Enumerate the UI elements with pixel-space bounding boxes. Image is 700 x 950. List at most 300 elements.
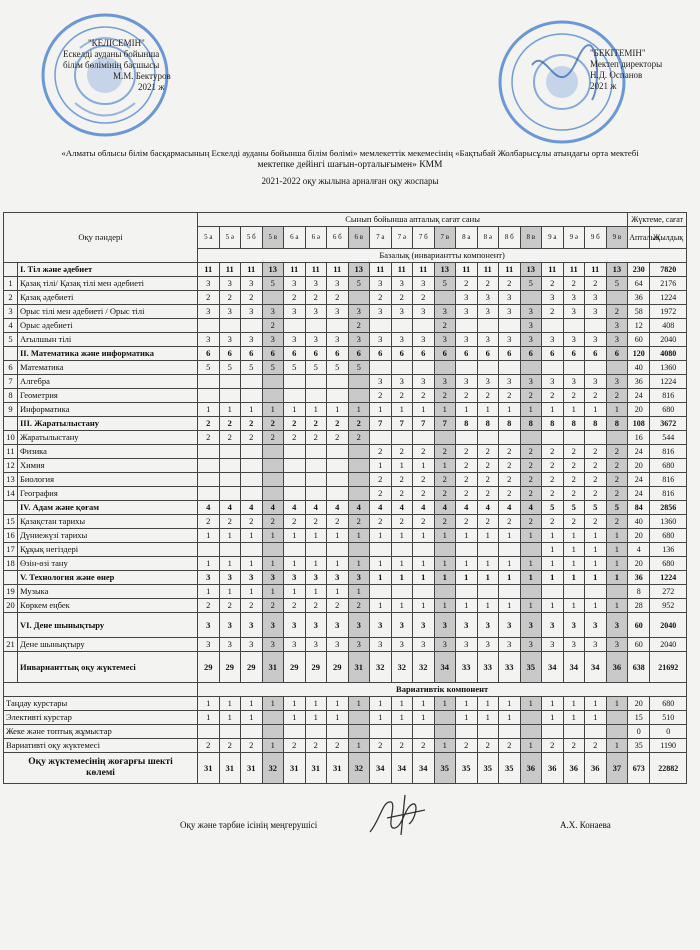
hours-cell [477, 431, 499, 445]
subject-name-cell: Қазақ тілі/ Қазақ тілі мен әдебиеті [18, 277, 198, 291]
hours-cell [327, 389, 349, 403]
hours-cell [499, 361, 521, 375]
hours-cell: 2 [499, 515, 521, 529]
hours-cell: 2 [198, 599, 220, 613]
yearly-total-cell: 680 [650, 697, 687, 711]
hours-cell: 1 [327, 711, 349, 725]
hours-cell: 3 [370, 333, 392, 347]
hours-cell: 1 [391, 403, 413, 417]
hours-cell: 3 [219, 305, 241, 319]
hours-cell: 29 [219, 652, 241, 683]
weekly-total-cell: 36 [628, 291, 650, 305]
class-header-cell: 7 в [434, 227, 456, 249]
hours-cell: 1 [370, 557, 392, 571]
hours-cell: 3 [477, 333, 499, 347]
hours-cell: 2 [456, 389, 478, 403]
yearly-total-cell: 1360 [650, 361, 687, 375]
hours-cell [198, 487, 220, 501]
hours-cell [413, 543, 435, 557]
hours-cell [262, 459, 284, 473]
hours-cell [434, 725, 456, 739]
subject-name-cell: Алгебра [18, 375, 198, 389]
hours-cell [284, 543, 306, 557]
hours-cell: 2 [585, 739, 607, 753]
hours-cell: 1 [284, 585, 306, 599]
hours-cell: 3 [585, 291, 607, 305]
hours-cell: 3 [413, 277, 435, 291]
hours-cell [241, 725, 263, 739]
hours-cell [370, 361, 392, 375]
hours-cell: 1 [327, 403, 349, 417]
hours-cell: 1 [499, 571, 521, 585]
hours-cell: 1 [348, 697, 370, 711]
hours-cell: 6 [370, 347, 392, 361]
hours-cell: 33 [499, 652, 521, 683]
row-number-cell: 11 [4, 445, 18, 459]
hours-cell: 3 [198, 638, 220, 652]
hours-cell: 29 [305, 652, 327, 683]
hours-cell: 34 [391, 753, 413, 784]
hours-cell: 3 [370, 613, 392, 638]
hours-cell: 32 [262, 753, 284, 784]
hours-cell [499, 543, 521, 557]
max-load-name-line1: Оқу жүктемесінің жоғарғы шекті [28, 757, 173, 767]
hours-cell: 3 [198, 305, 220, 319]
hours-cell [434, 711, 456, 725]
hours-cell: 2 [370, 473, 392, 487]
yearly-total-cell: 816 [650, 389, 687, 403]
hours-cell: 1 [241, 585, 263, 599]
hours-cell: 11 [585, 263, 607, 277]
table-row [4, 347, 687, 361]
hours-cell: 3 [284, 277, 306, 291]
hours-cell: 2 [477, 739, 499, 753]
row-number-cell: 21 [4, 638, 18, 652]
hours-cell: 6 [456, 347, 478, 361]
hours-cell: 2 [413, 487, 435, 501]
hours-cell: 2 [241, 417, 263, 431]
hours-cell: 3 [499, 291, 521, 305]
hours-cell: 1 [370, 711, 392, 725]
row-number-cell: 16 [4, 529, 18, 543]
hours-cell [520, 711, 542, 725]
hours-cell [348, 291, 370, 305]
hours-cell: 2 [370, 445, 392, 459]
weekly-total-cell: 60 [628, 638, 650, 652]
hours-cell: 2 [284, 599, 306, 613]
hours-cell: 3 [348, 571, 370, 585]
weekly-total-cell: 20 [628, 697, 650, 711]
hours-cell: 1 [241, 697, 263, 711]
weekly-total-cell: 40 [628, 361, 650, 375]
hours-cell: 2 [413, 739, 435, 753]
hours-cell: 3 [305, 638, 327, 652]
hours-cell: 1 [391, 529, 413, 543]
weekly-total-cell: 64 [628, 277, 650, 291]
hours-cell: 2 [585, 459, 607, 473]
hours-cell [348, 543, 370, 557]
hours-cell [241, 375, 263, 389]
hours-cell: 2 [499, 487, 521, 501]
hours-cell: 1 [348, 529, 370, 543]
hours-cell: 3 [413, 375, 435, 389]
hours-cell [262, 543, 284, 557]
hours-cell: 31 [241, 753, 263, 784]
hours-cell: 8 [477, 417, 499, 431]
hours-cell: 2 [606, 487, 628, 501]
hours-cell [434, 291, 456, 305]
hours-cell [262, 487, 284, 501]
hours-cell: 1 [477, 697, 499, 711]
yearly-total-cell: 816 [650, 445, 687, 459]
approval-left-line1: "КЕЛІСЕМІН" [88, 38, 145, 48]
hours-cell: 2 [585, 515, 607, 529]
approval-right-line1: "БЕКІТЕМІН" [590, 48, 646, 58]
subject-name-cell: Дене шынықтыру [18, 638, 198, 652]
hours-cell [284, 445, 306, 459]
hours-cell [370, 585, 392, 599]
document-title [20, 147, 680, 171]
yearly-total-cell: 22882 [650, 753, 687, 784]
hours-cell [477, 319, 499, 333]
hours-cell: 3 [391, 375, 413, 389]
hours-cell: 1 [434, 459, 456, 473]
hours-cell: 1 [348, 739, 370, 753]
hours-cell: 1 [305, 529, 327, 543]
hours-cell: 1 [456, 711, 478, 725]
hours-cell [456, 543, 478, 557]
hours-cell: 2 [606, 389, 628, 403]
hours-cell: 1 [348, 403, 370, 417]
hours-cell: 3 [499, 305, 521, 319]
hours-cell: 5 [606, 501, 628, 515]
subject-name-cell: III. Жаратылыстану [18, 417, 198, 431]
approval-right-line3: Н.Д. Оспанов [590, 70, 643, 80]
hours-cell [520, 361, 542, 375]
header-row [4, 213, 687, 227]
table-row [4, 403, 687, 417]
hours-cell [606, 361, 628, 375]
hours-cell: 3 [219, 333, 241, 347]
weekly-total-cell: 35 [628, 739, 650, 753]
hours-cell: 1 [520, 739, 542, 753]
hours-cell: 35 [434, 753, 456, 784]
blank-cell [4, 683, 198, 697]
hours-cell: 2 [327, 599, 349, 613]
hours-cell: 2 [284, 291, 306, 305]
hours-cell: 2 [391, 739, 413, 753]
hours-cell: 13 [262, 263, 284, 277]
yearly-total-cell: 1360 [650, 515, 687, 529]
weekly-total-cell: 36 [628, 375, 650, 389]
hours-cell [284, 319, 306, 333]
hours-cell: 2 [434, 487, 456, 501]
hours-cell: 3 [434, 305, 456, 319]
hours-cell [348, 389, 370, 403]
hours-cell: 1 [348, 585, 370, 599]
hours-cell: 2 [477, 389, 499, 403]
hours-cell: 2 [327, 431, 349, 445]
hours-cell [262, 473, 284, 487]
yearly-total-cell: 272 [650, 585, 687, 599]
hours-cell [413, 319, 435, 333]
hours-cell: 2 [477, 515, 499, 529]
class-header-cell: 5 ә [219, 227, 241, 249]
hours-cell: 3 [284, 571, 306, 585]
hours-cell [585, 319, 607, 333]
hours-cell: 3 [241, 638, 263, 652]
hours-cell: 1 [241, 557, 263, 571]
hours-cell: 6 [413, 347, 435, 361]
table-row [4, 515, 687, 529]
hours-cell: 1 [606, 599, 628, 613]
approval-right [590, 48, 662, 92]
hours-cell: 36 [520, 753, 542, 784]
hours-cell [198, 445, 220, 459]
table-row [4, 361, 687, 375]
subject-name-cell: VI. Дене шынықтыру [18, 613, 198, 638]
hours-cell: 3 [241, 333, 263, 347]
hours-cell: 1 [456, 403, 478, 417]
yearly-total-cell: 7820 [650, 263, 687, 277]
yearly-total-cell: 2040 [650, 333, 687, 347]
weekly-total-cell: 24 [628, 445, 650, 459]
hours-cell: 3 [284, 638, 306, 652]
hours-cell: 11 [563, 263, 585, 277]
hours-cell: 2 [499, 739, 521, 753]
row-number-cell: 13 [4, 473, 18, 487]
hours-cell: 2 [456, 515, 478, 529]
hours-cell: 1 [542, 529, 564, 543]
table-row [4, 739, 687, 753]
max-load-name-line2: көлемі [86, 768, 115, 778]
weekly-total-cell: 230 [628, 263, 650, 277]
hours-cell [585, 725, 607, 739]
hours-cell: 1 [219, 403, 241, 417]
hours-cell [198, 319, 220, 333]
hours-cell: 1 [284, 529, 306, 543]
hours-cell: 3 [606, 375, 628, 389]
hours-cell: 29 [198, 652, 220, 683]
hours-cell: 1 [413, 557, 435, 571]
hours-cell: 2 [434, 473, 456, 487]
hours-cell: 2 [542, 445, 564, 459]
hours-cell: 2 [542, 739, 564, 753]
hours-cell [284, 389, 306, 403]
hours-cell [585, 585, 607, 599]
hours-cell: 35 [477, 753, 499, 784]
hours-cell: 2 [241, 739, 263, 753]
hours-cell: 1 [391, 571, 413, 585]
yearly-total-cell: 680 [650, 403, 687, 417]
hours-cell: 2 [585, 389, 607, 403]
hours-cell [499, 585, 521, 599]
yearly-total-cell: 1224 [650, 571, 687, 585]
hours-cell: 3 [585, 613, 607, 638]
row-number-cell [4, 417, 18, 431]
yearly-total-cell: 3672 [650, 417, 687, 431]
hours-cell [434, 431, 456, 445]
class-header-cell: 9 ә [563, 227, 585, 249]
subject-name-cell: Информатика [18, 403, 198, 417]
hours-cell: 1 [563, 571, 585, 585]
yearly-total-cell: 952 [650, 599, 687, 613]
subject-name-cell: Музыка [18, 585, 198, 599]
hours-cell: 3 [477, 291, 499, 305]
class-header-cell: 7 б [413, 227, 435, 249]
hours-cell: 4 [499, 501, 521, 515]
hours-cell: 1 [327, 585, 349, 599]
hours-cell [262, 711, 284, 725]
approval-right-line2: Мектеп директоры [590, 59, 663, 69]
hours-cell [284, 459, 306, 473]
hours-cell: 6 [606, 347, 628, 361]
hours-cell: 1 [477, 599, 499, 613]
hours-cell: 13 [520, 263, 542, 277]
subject-name-cell: Физика [18, 445, 198, 459]
hours-cell: 1 [219, 529, 241, 543]
hours-cell [241, 389, 263, 403]
hours-cell [219, 459, 241, 473]
hours-cell: 1 [585, 529, 607, 543]
row-number-cell: 3 [4, 305, 18, 319]
hours-cell: 3 [327, 613, 349, 638]
hours-cell: 2 [606, 305, 628, 319]
hours-cell: 5 [262, 277, 284, 291]
hours-cell: 3 [542, 375, 564, 389]
weekly-total-cell: 8 [628, 585, 650, 599]
hours-cell: 1 [542, 571, 564, 585]
hours-cell: 5 [563, 501, 585, 515]
hours-cell: 13 [606, 263, 628, 277]
hours-cell: 33 [477, 652, 499, 683]
hours-cell: 6 [262, 347, 284, 361]
hours-cell: 1 [434, 697, 456, 711]
hours-cell: 2 [434, 445, 456, 459]
hours-cell [305, 459, 327, 473]
hours-cell [606, 725, 628, 739]
hours-cell: 2 [434, 319, 456, 333]
hours-cell: 1 [499, 599, 521, 613]
subject-name-cell: Геометрия [18, 389, 198, 403]
table-row [4, 473, 687, 487]
hours-cell: 6 [241, 347, 263, 361]
hours-cell: 1 [434, 403, 456, 417]
hours-cell: 2 [606, 445, 628, 459]
yearly-total-cell: 2176 [650, 277, 687, 291]
hours-cell [327, 487, 349, 501]
hours-cell: 1 [198, 697, 220, 711]
table-row [4, 529, 687, 543]
hours-cell: 11 [219, 263, 241, 277]
hours-cell: 2 [520, 515, 542, 529]
hours-cell: 4 [391, 501, 413, 515]
hours-cell [262, 291, 284, 305]
hours-cell: 1 [198, 711, 220, 725]
hours-cell: 7 [434, 417, 456, 431]
hours-cell [198, 473, 220, 487]
hours-cell: 3 [284, 305, 306, 319]
row-number-cell [4, 263, 18, 277]
hours-cell: 1 [198, 585, 220, 599]
hours-cell [456, 725, 478, 739]
hours-cell: 32 [413, 652, 435, 683]
hours-cell: 2 [563, 515, 585, 529]
hours-cell: 2 [219, 291, 241, 305]
hours-cell: 2 [563, 487, 585, 501]
hours-cell [241, 543, 263, 557]
hours-cell: 2 [477, 473, 499, 487]
hours-cell: 1 [370, 529, 392, 543]
row-number-cell: 19 [4, 585, 18, 599]
hours-cell: 2 [305, 599, 327, 613]
hours-cell: 1 [606, 571, 628, 585]
table-row [4, 571, 687, 585]
subject-name-cell: Құқық негіздері [18, 543, 198, 557]
weekly-total-cell: 15 [628, 711, 650, 725]
hours-cell: 3 [305, 333, 327, 347]
yearly-total-cell: 1224 [650, 291, 687, 305]
hours-cell: 1 [477, 711, 499, 725]
hours-cell: 2 [219, 431, 241, 445]
hours-cell: 35 [456, 753, 478, 784]
hours-cell [219, 543, 241, 557]
hours-cell: 3 [348, 638, 370, 652]
row-number-cell: 6 [4, 361, 18, 375]
hours-cell: 2 [499, 389, 521, 403]
hours-cell: 6 [563, 347, 585, 361]
hours-cell: 2 [262, 417, 284, 431]
hours-cell: 2 [305, 417, 327, 431]
row-number-cell [4, 347, 18, 361]
hours-cell: 1 [370, 571, 392, 585]
hours-cell: 5 [542, 501, 564, 515]
hours-cell [327, 543, 349, 557]
hours-cell: 3 [456, 638, 478, 652]
hours-cell [219, 389, 241, 403]
hours-cell: 5 [241, 361, 263, 375]
hours-cell: 1 [542, 697, 564, 711]
hours-cell: 3 [198, 277, 220, 291]
hours-cell: 1 [456, 571, 478, 585]
hours-cell [198, 543, 220, 557]
title-line1: «Алматы облысы білім басқармасының Ескелді ауданы бойынша білім бөлімі» мемлекеттік мекемесінің «Бақтыбай Жолбарысұлы атындағы орта мектебі [61, 148, 639, 158]
hours-cell: 3 [262, 638, 284, 652]
hours-cell: 2 [370, 389, 392, 403]
hours-cell: 1 [284, 403, 306, 417]
hours-cell: 2 [456, 445, 478, 459]
hours-cell: 2 [563, 473, 585, 487]
weekly-total-cell: 638 [628, 652, 650, 683]
hours-cell: 2 [542, 305, 564, 319]
hours-cell [348, 375, 370, 389]
hours-cell [477, 361, 499, 375]
hours-cell: 3 [456, 333, 478, 347]
hours-cell: 1 [434, 599, 456, 613]
weekly-total-cell: 24 [628, 389, 650, 403]
class-header-cell: 8 а [456, 227, 478, 249]
subject-name-cell: Орыс әдебиеті [18, 319, 198, 333]
max-load-row [4, 753, 687, 784]
hours-cell: 3 [370, 305, 392, 319]
class-header-cell: 6 б [327, 227, 349, 249]
row-number-cell: 10 [4, 431, 18, 445]
hours-cell: 2 [456, 739, 478, 753]
hours-cell [284, 725, 306, 739]
class-header-cell: 9 а [542, 227, 564, 249]
hours-cell: 2 [413, 515, 435, 529]
subject-name-cell: II. Математика және информатика [18, 347, 198, 361]
